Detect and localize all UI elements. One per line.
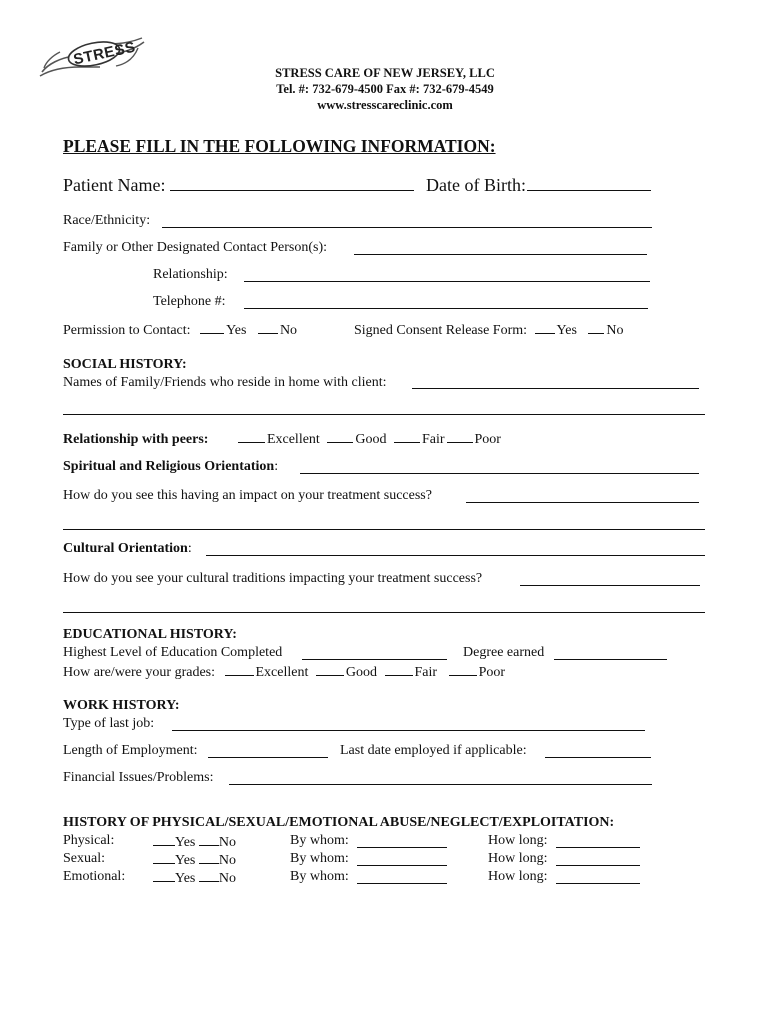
race-label: Race/Ethnicity: <box>63 213 151 228</box>
peers-excellent: Excellent <box>266 432 320 447</box>
family-friends-label: Names of Family/Friends who reside in home with client: <box>63 375 387 390</box>
cultural-impact-field[interactable] <box>520 585 700 586</box>
grades-good-blank[interactable] <box>316 663 344 676</box>
spiritual-impact-field-line2[interactable] <box>63 529 705 530</box>
education-level-field[interactable] <box>302 659 447 660</box>
cultural-impact-field-line2[interactable] <box>63 612 705 613</box>
cultural-label: Cultural Orientation <box>63 541 188 556</box>
sexual-how-long-label: How long: <box>488 851 548 866</box>
dob-label: Date of Birth: <box>426 175 526 195</box>
last-date-label: Last date employed if applicable: <box>340 743 527 758</box>
dob-field[interactable] <box>527 190 651 191</box>
sexual-by-whom-label: By whom: <box>290 851 349 866</box>
peers-good: Good <box>355 432 387 447</box>
sexual-yes: Yes <box>175 853 196 868</box>
peers-label: Relationship with peers: <box>63 432 209 447</box>
consent-no: No <box>606 323 624 338</box>
relationship-field[interactable] <box>244 281 650 282</box>
emotional-yes: Yes <box>175 871 196 886</box>
grades-poor-blank[interactable] <box>449 663 477 676</box>
consent-no-blank[interactable] <box>588 321 604 334</box>
grades-row <box>63 663 505 681</box>
family-friends-field-line2[interactable] <box>63 414 705 415</box>
cultural-colon: : <box>187 541 192 556</box>
emotional-how-long-label: How long: <box>488 869 548 884</box>
sexual-no-blank[interactable] <box>199 851 219 864</box>
consent-yes: Yes <box>556 323 577 338</box>
company-name: STRESS CARE OF NEW JERSEY, LLC <box>275 66 495 80</box>
form-title: PLEASE FILL IN THE FOLLOWING INFORMATION: <box>63 136 496 156</box>
cultural-field[interactable] <box>206 555 705 556</box>
grades-excellent: Excellent <box>255 665 309 680</box>
cultural-impact-label: How do you see your cultural traditions impacting your treatment success? <box>63 571 483 586</box>
emotional-by-whom-label: By whom: <box>290 869 349 884</box>
consent-label: Signed Consent Release Form: <box>354 323 528 338</box>
grades-label: How are/were your grades: <box>63 665 215 680</box>
cultural-row <box>63 541 192 557</box>
physical-no: No <box>218 835 236 850</box>
emotional-no-blank[interactable] <box>199 869 219 882</box>
abuse-sexual-label: Sexual: <box>63 851 105 866</box>
educational-history-heading: EDUCATIONAL HISTORY: <box>63 627 237 642</box>
sexual-yes-blank[interactable] <box>153 851 175 864</box>
peers-good-blank[interactable] <box>327 430 353 443</box>
physical-how-long-field[interactable] <box>556 847 640 848</box>
peers-poor: Poor <box>474 432 501 447</box>
permission-no: No <box>279 323 298 338</box>
peers-excellent-blank[interactable] <box>238 430 265 443</box>
social-history-heading: SOCIAL HISTORY: <box>63 357 187 372</box>
family-friends-field[interactable] <box>412 388 699 389</box>
peers-fair: Fair <box>421 432 445 447</box>
emotional-yes-blank[interactable] <box>153 869 175 882</box>
physical-yes-blank[interactable] <box>153 833 175 846</box>
employment-length-field[interactable] <box>208 757 328 758</box>
degree-field[interactable] <box>554 659 667 660</box>
patient-name-label: Patient Name: <box>63 175 166 195</box>
grades-fair: Fair <box>414 665 438 680</box>
last-job-label: Type of last job: <box>63 716 155 731</box>
financial-field[interactable] <box>229 784 652 785</box>
physical-by-whom-field[interactable] <box>357 847 447 848</box>
abuse-physical-yesno <box>153 833 236 851</box>
spiritual-label: Spiritual and Religious Orientation <box>63 459 275 474</box>
peers-poor-blank[interactable] <box>447 430 473 443</box>
physical-no-blank[interactable] <box>199 833 219 846</box>
emotional-how-long-field[interactable] <box>556 883 640 884</box>
physical-yes: Yes <box>175 835 196 850</box>
abuse-emotional-yesno <box>153 869 236 887</box>
contact-person-field[interactable] <box>354 254 647 255</box>
company-website: www.stresscareclinic.com <box>317 98 453 112</box>
degree-label: Degree earned <box>463 645 545 660</box>
sexual-how-long-field[interactable] <box>556 865 640 866</box>
abuse-emotional-label: Emotional: <box>63 869 126 884</box>
employment-length-label: Length of Employment: <box>63 743 198 758</box>
grades-poor: Poor <box>478 665 506 680</box>
emotional-no: No <box>218 871 236 886</box>
logo-text: STRESS <box>71 38 138 69</box>
telephone-label: Telephone #: <box>153 294 226 309</box>
grades-excellent-blank[interactable] <box>225 663 254 676</box>
peers-row <box>63 430 501 448</box>
permission-no-blank[interactable] <box>258 321 278 334</box>
telephone-field[interactable] <box>244 308 648 309</box>
sexual-no: No <box>218 853 236 868</box>
emotional-by-whom-field[interactable] <box>357 883 447 884</box>
abuse-history-heading: HISTORY OF PHYSICAL/SEXUAL/EMOTIONAL ABUSE/NEGLECT/EXPLOITATION: <box>63 815 615 830</box>
financial-label: Financial Issues/Problems: <box>63 770 214 785</box>
spiritual-row <box>63 459 278 475</box>
spiritual-impact-label: How do you see this having an impact on your treatment success? <box>63 488 432 503</box>
work-history-heading: WORK HISTORY: <box>63 698 180 713</box>
peers-fair-blank[interactable] <box>394 430 420 443</box>
contact-person-label: Family or Other Designated Contact Person(s): <box>63 240 328 255</box>
spiritual-colon: : <box>274 459 279 474</box>
company-phone: Tel. #: 732-679-4500 Fax #: 732-679-4549 <box>276 82 494 96</box>
grades-fair-blank[interactable] <box>385 663 413 676</box>
permission-label: Permission to Contact: <box>63 323 191 338</box>
permission-yes: Yes <box>226 323 247 338</box>
patient-name-field[interactable] <box>170 190 414 191</box>
relationship-label: Relationship: <box>153 267 228 282</box>
race-field[interactable] <box>162 227 652 228</box>
permission-yes-blank[interactable] <box>200 321 224 334</box>
consent-row <box>354 321 624 339</box>
grades-good: Good <box>345 665 377 680</box>
spiritual-field[interactable] <box>300 473 699 474</box>
abuse-sexual-yesno <box>153 851 236 869</box>
sexual-by-whom-field[interactable] <box>357 865 447 866</box>
last-date-field[interactable] <box>545 757 651 758</box>
spiritual-impact-field[interactable] <box>466 502 699 503</box>
abuse-physical-label: Physical: <box>63 833 115 848</box>
physical-how-long-label: How long: <box>488 833 548 848</box>
consent-yes-blank[interactable] <box>535 321 555 334</box>
education-level-label: Highest Level of Education Completed <box>63 645 283 660</box>
physical-by-whom-label: By whom: <box>290 833 349 848</box>
permission-row <box>63 321 297 339</box>
last-job-field[interactable] <box>172 730 645 731</box>
